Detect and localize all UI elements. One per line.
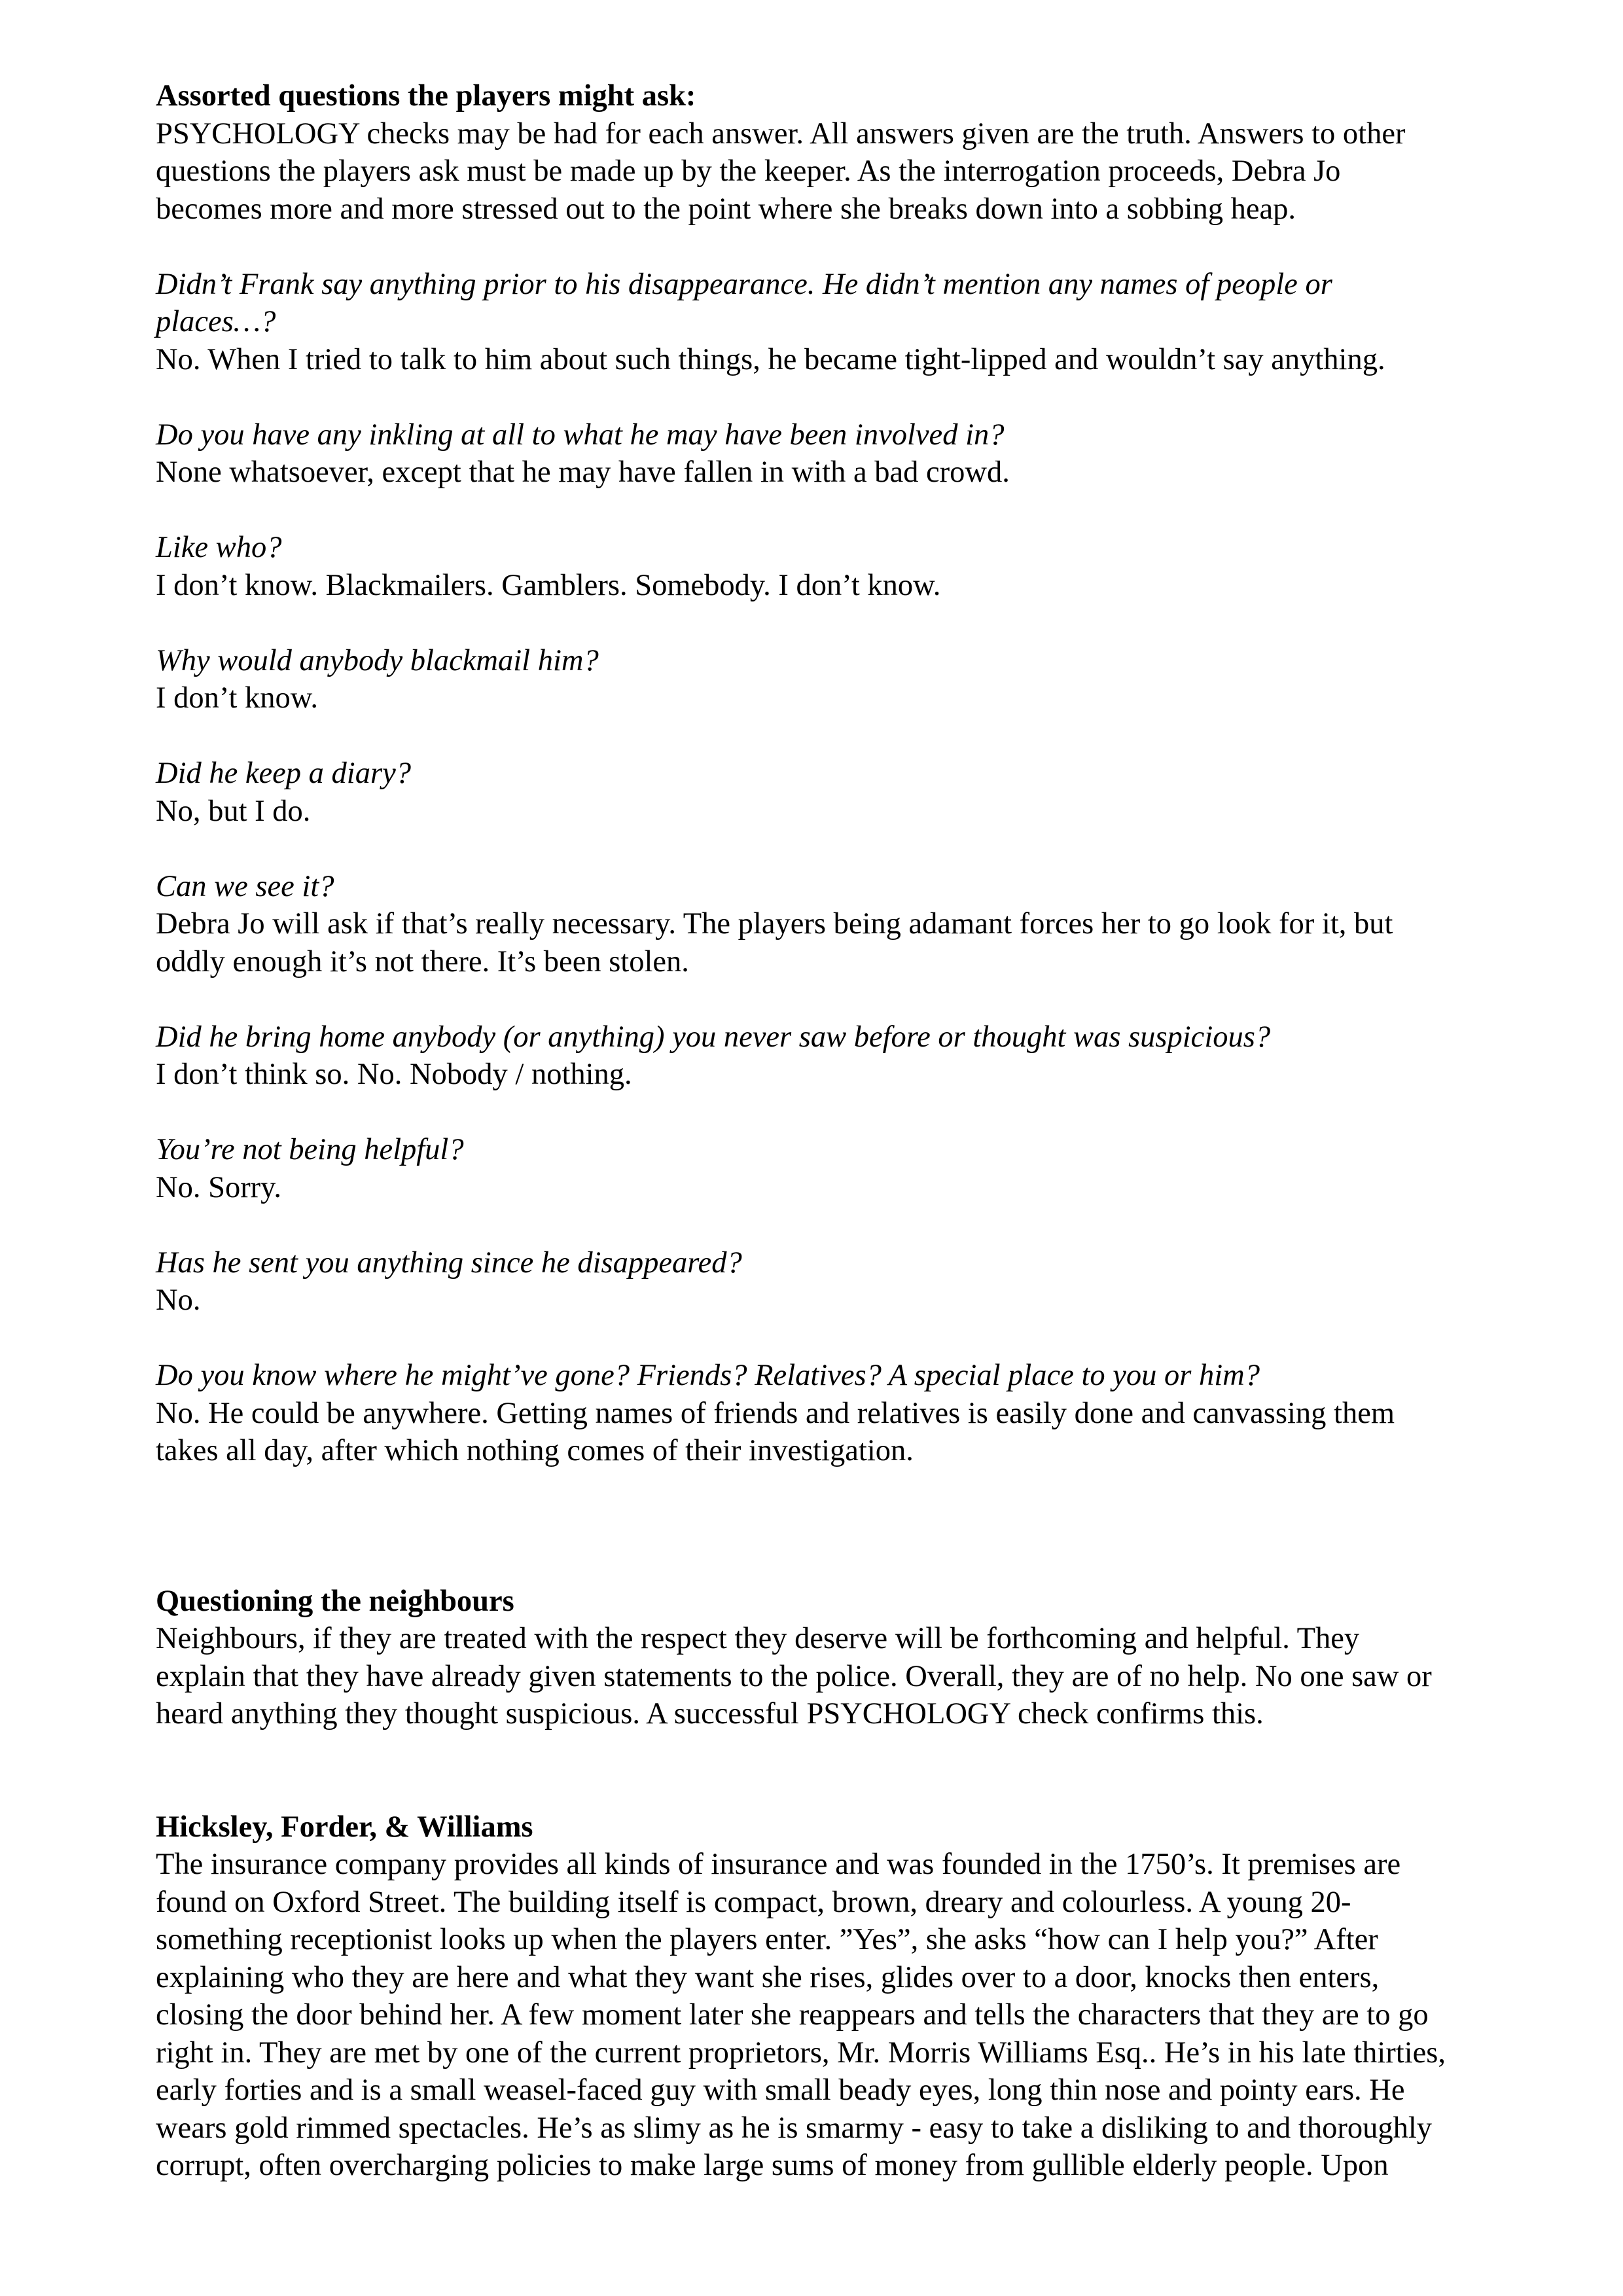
section-heading-hicksley-forder-williams: Hicksley, Forder, & Williams — [156, 1810, 533, 1844]
body-line: PSYCHOLOGY checks may be had for each answer. All answers given are the truth. Answers to other — [156, 117, 1406, 151]
section-heading-neighbours: Questioning the neighbours — [156, 1584, 514, 1618]
qa-item-4 — [156, 642, 1530, 717]
qa-item-2 — [156, 416, 1530, 492]
qa-item-10 — [156, 1357, 1530, 1470]
body-line: explaining who they are here and what they want she rises, glides over to a door, knocks then enters, — [156, 1960, 1380, 1994]
hfw-section — [156, 1808, 1530, 2185]
qa-item-1 — [156, 266, 1530, 379]
intro-section — [156, 77, 1530, 228]
question-line: You’re not being helpful? — [156, 1133, 464, 1166]
answer-line: No, but I do. — [156, 794, 311, 828]
question-line: Did he keep a diary? — [156, 757, 411, 790]
body-line: closing the door behind her. A few moment later she reappears and tells the characters that they are to go — [156, 1998, 1429, 2032]
answer-line: No. — [156, 1283, 201, 1317]
qa-item-5 — [156, 755, 1530, 830]
body-line: corrupt, often overcharging policies to make large sums of money from gullible elderly people. Upon — [156, 2149, 1389, 2182]
question-line: Like who? — [156, 531, 282, 564]
question-line: Do you know where he might’ve gone? Friends? Relatives? A special place to you or him? — [156, 1359, 1260, 1392]
answer-line: No. When I tried to talk to him about such things, he became tight-lipped and wouldn’t say anything. — [156, 342, 1385, 376]
body-line: becomes more and more stressed out to the point where she breaks down into a sobbing heap. — [156, 192, 1296, 226]
body-line: early forties and is a small weasel-faced guy with small beady eyes, long thin nose and pointy ears. He — [156, 2073, 1405, 2107]
answer-line: No. Sorry. — [156, 1170, 282, 1204]
question-line: places…? — [156, 305, 276, 338]
answer-line: I don’t know. Blackmailers. Gamblers. Somebody. I don’t know. — [156, 568, 941, 602]
question-line: Why would anybody blackmail him? — [156, 643, 599, 677]
qa-item-9 — [156, 1244, 1530, 1319]
qa-item-7 — [156, 1018, 1530, 1094]
qa-item-6 — [156, 868, 1530, 981]
question-line: Can we see it? — [156, 869, 334, 903]
body-line: explain that they have already given statements to the police. Overall, they are of no help. No one saw or — [156, 1659, 1432, 1693]
body-line: wears gold rimmed spectacles. He’s as slimy as he is smarmy - easy to take a disliking to and thoroughly — [156, 2111, 1433, 2145]
question-line: Didn’t Frank say anything prior to his disappearance. He didn’t mention any names of people or — [156, 267, 1332, 301]
answer-line: I don’t think so. No. Nobody / nothing. — [156, 1058, 632, 1091]
body-line: Neighbours, if they are treated with the respect they deserve will be forthcoming and helpful. They — [156, 1622, 1360, 1655]
document-page — [156, 77, 1530, 2185]
question-line: Do you have any inkling at all to what he may have been involved in? — [156, 418, 1005, 452]
answer-line: I don’t know. — [156, 681, 318, 715]
body-line: something receptionist looks up when the players enter. ”Yes”, she asks “how can I help you?” After — [156, 1923, 1378, 1956]
answer-line: No. He could be anywhere. Getting names of friends and relatives is easily done and canvassing them — [156, 1396, 1395, 1430]
section-heading-assorted-questions: Assorted questions the players might ask: — [156, 79, 696, 113]
answer-line: Debra Jo will ask if that’s really necessary. The players being adamant forces her to go look for it, but — [156, 907, 1393, 941]
body-line: questions the players ask must be made up by the keeper. As the interrogation proceeds, Debra Jo — [156, 154, 1341, 188]
body-line: found on Oxford Street. The building itself is compact, brown, dreary and colourless. A young 20- — [156, 1885, 1351, 1919]
answer-line: None whatsoever, except that he may have fallen in with a bad crowd. — [156, 456, 1010, 489]
question-line: Did he bring home anybody (or anything) you never saw before or thought was suspicious? — [156, 1020, 1271, 1054]
neighbours-section — [156, 1583, 1530, 1733]
body-line: right in. They are met by one of the current proprietors, Mr. Morris Williams Esq.. He’s in his late thirties, — [156, 2036, 1446, 2070]
answer-line: oddly enough it’s not there. It’s been stolen. — [156, 944, 689, 978]
question-line: Has he sent you anything since he disappeared? — [156, 1246, 742, 1280]
body-line: The insurance company provides all kinds of insurance and was founded in the 1750’s. It premises are — [156, 1848, 1401, 1881]
qa-item-3 — [156, 529, 1530, 604]
body-line: heard anything they thought suspicious. A successful PSYCHOLOGY check confirms this. — [156, 1697, 1264, 1731]
answer-line: takes all day, after which nothing comes of their investigation. — [156, 1434, 914, 1467]
qa-item-8 — [156, 1131, 1530, 1206]
